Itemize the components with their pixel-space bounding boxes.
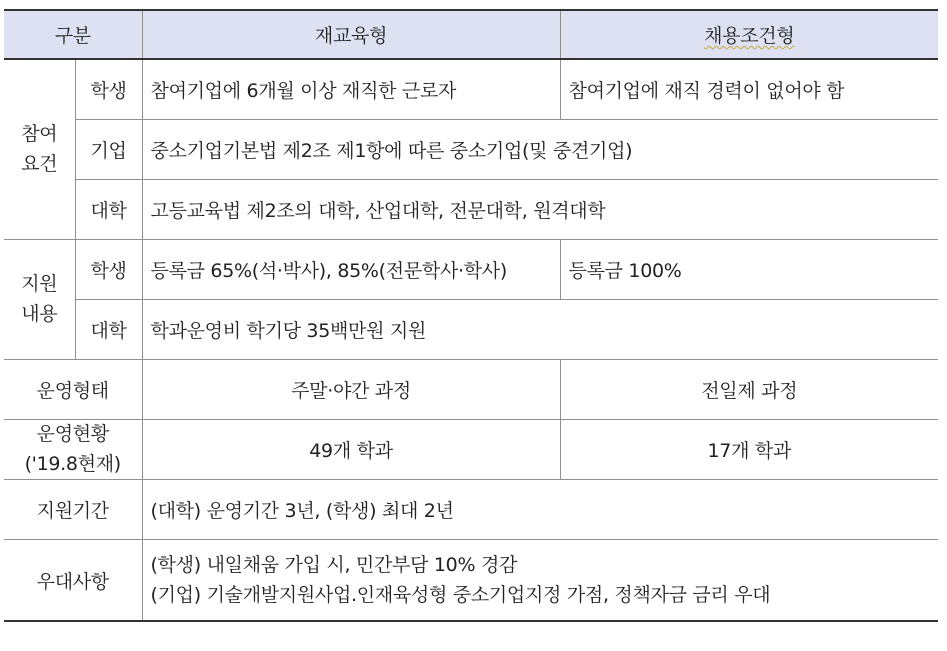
eligibility-student-label: 학생 <box>75 59 142 120</box>
support-label-line1: 지원 <box>21 273 58 296</box>
support-label-line2: 내용 <box>21 302 58 325</box>
operation-status-label-line1: 운영현황 <box>36 423 109 446</box>
operation-type-label: 운영형태 <box>4 360 142 420</box>
table-row <box>4 59 938 120</box>
preferential-text <box>142 540 938 622</box>
table-row <box>4 180 938 240</box>
header-hiring-condition-text: 채용조건형 <box>704 25 795 47</box>
comparison-table <box>4 9 938 622</box>
eligibility-label-line1: 참여 <box>21 123 58 146</box>
operation-status-retraining: 49개 학과 <box>142 420 560 480</box>
support-university-label: 대학 <box>75 300 142 360</box>
operation-status-label <box>4 420 142 480</box>
operation-type-retraining: 주말·야간 과정 <box>142 360 560 420</box>
table-row <box>4 120 938 180</box>
operation-status-hiring: 17개 학과 <box>560 420 938 480</box>
eligibility-company-text: 중소기업기본법 제2조 제1항에 따른 중소기업(및 중견기업) <box>142 120 938 180</box>
support-university-text: 학과운영비 학기당 35백만원 지원 <box>142 300 938 360</box>
header-category: 구분 <box>4 10 142 59</box>
eligibility-group-label <box>4 59 75 240</box>
support-period-text: (대학) 운영기간 3년, (학생) 최대 2년 <box>142 480 938 540</box>
table-row <box>4 540 938 622</box>
eligibility-label-line2: 요건 <box>21 152 58 175</box>
preferential-line1: (학생) 내일채움 가입 시, 민간부담 10% 경감 <box>150 553 518 576</box>
eligibility-student-retraining: 참여기업에 6개월 이상 재직한 근로자 <box>142 59 560 120</box>
header-retraining-type: 재교육형 <box>142 10 560 59</box>
table-row <box>4 300 938 360</box>
eligibility-company-label: 기업 <box>75 120 142 180</box>
header-hiring-condition-type <box>560 10 938 59</box>
operation-status-label-line2: ('19.8현재) <box>24 452 121 475</box>
table-header-row <box>4 10 938 59</box>
table-row <box>4 240 938 300</box>
support-period-label: 지원기간 <box>4 480 142 540</box>
support-student-hiring: 등록금 100% <box>560 240 938 300</box>
table-row <box>4 360 938 420</box>
table-row <box>4 480 938 540</box>
support-student-retraining: 등록금 65%(석·박사), 85%(전문학사·학사) <box>142 240 560 300</box>
eligibility-student-hiring: 참여기업에 재직 경력이 없어야 함 <box>560 59 938 120</box>
support-student-label: 학생 <box>75 240 142 300</box>
eligibility-university-label: 대학 <box>75 180 142 240</box>
operation-type-hiring: 전일제 과정 <box>560 360 938 420</box>
preferential-label: 우대사항 <box>4 540 142 622</box>
preferential-line2: (기업) 기술개발지원사업.인재육성형 중소기업지정 가점, 정책자금 금리 우대 <box>150 584 771 606</box>
eligibility-university-text: 고등교육법 제2조의 대학, 산업대학, 전문대학, 원격대학 <box>142 180 938 240</box>
support-group-label <box>4 240 75 360</box>
table-row <box>4 420 938 480</box>
